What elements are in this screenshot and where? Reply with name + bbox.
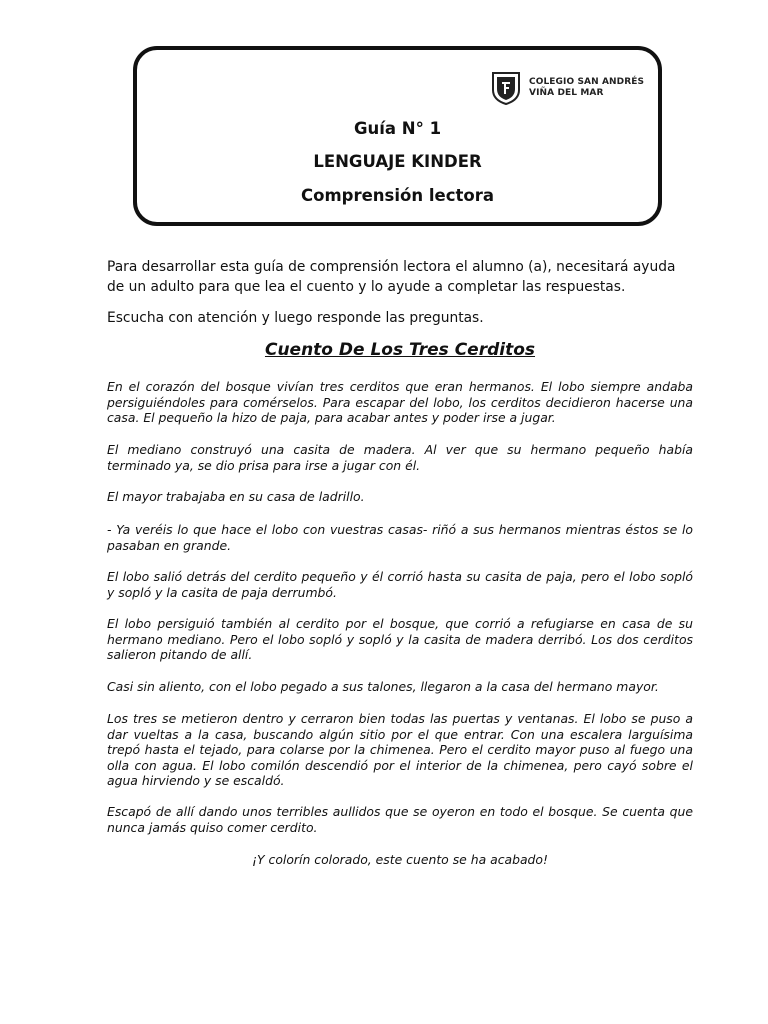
story-paragraph-2: El mediano construyó una casita de madera. Al ver que su hermano pequeño había terminado ya, se dio prisa para irse a jugar con él. xyxy=(107,442,693,473)
school-logo xyxy=(491,70,644,106)
header-box xyxy=(133,46,662,226)
story-paragraph-4: - Ya veréis lo que hace el lobo con vuestras casas- riñó a sus hermanos mientras éstos se lo pasaban en grande. xyxy=(107,522,693,553)
story-ending: ¡Y colorín colorado, este cuento se ha acabado! xyxy=(252,852,548,867)
intro-listen: Escucha con atención y luego responde las preguntas. xyxy=(107,310,484,326)
subject-title: LENGUAJE KINDER xyxy=(313,152,482,171)
story-paragraph-1: En el corazón del bosque vivían tres cerditos que eran hermanos. El lobo siempre andaba persiguiéndoles para comérselos. Para escapar del lobo, los cerditos decidieron hacerse una casa. El pequeño la hizo de paja, para acabar antes y poder irse a jugar. xyxy=(107,379,693,425)
school-name-line2: VIÑA DEL MAR xyxy=(529,88,604,98)
shield-icon xyxy=(491,70,521,106)
story-title: Cuento De Los Tres Cerditos xyxy=(264,340,536,360)
story-paragraph-3: El mayor trabajaba en su casa de ladrillo. xyxy=(107,489,365,504)
school-name-line1: COLEGIO SAN ANDRÉS xyxy=(529,77,645,87)
story-paragraph-5: El lobo salió detrás del cerdito pequeño y él corrió hasta su casita de paja, pero el lobo sopló y sopló y la casita de paja derrumbó. xyxy=(107,569,693,600)
story-paragraph-6: El lobo persiguió también al cerdito por el bosque, que corrió a refugiarse en casa de su hermano mediano. Pero el lobo sopló y sopló y la casita de madera derribó. Los dos cerditos salieron pitando de allí. xyxy=(107,616,693,662)
school-name xyxy=(529,77,644,99)
story-paragraph-9: Escapó de allí dando unos terribles aullidos que se oyeron en todo el bosque. Se cuenta que nunca jamás quiso comer cerdito. xyxy=(107,804,693,835)
topic-title: Comprensión lectora xyxy=(301,186,494,205)
intro-instructions: Para desarrollar esta guía de comprensión lectora el alumno (a), necesitará ayuda de un adulto para que lea el cuento y lo ayude a completar las respuestas. xyxy=(107,259,676,295)
story-paragraph-8: Los tres se metieron dentro y cerraron bien todas las puertas y ventanas. El lobo se puso a dar vueltas a la casa, buscando algún sitio por el que entrar. Con una escalera larguísima trepó hasta el tejado, para colarse por la chimenea. Pero el cerdito mayor puso al fuego una olla con agua. El lobo comilón descendió por el interior de la chimenea, pero cayó sobre el agua hirviendo y se escaldó. xyxy=(107,711,693,788)
story-paragraph-7: Casi sin aliento, con el lobo pegado a sus talones, llegaron a la casa del hermano mayor. xyxy=(107,679,659,694)
guide-number: Guía N° 1 xyxy=(353,119,442,138)
